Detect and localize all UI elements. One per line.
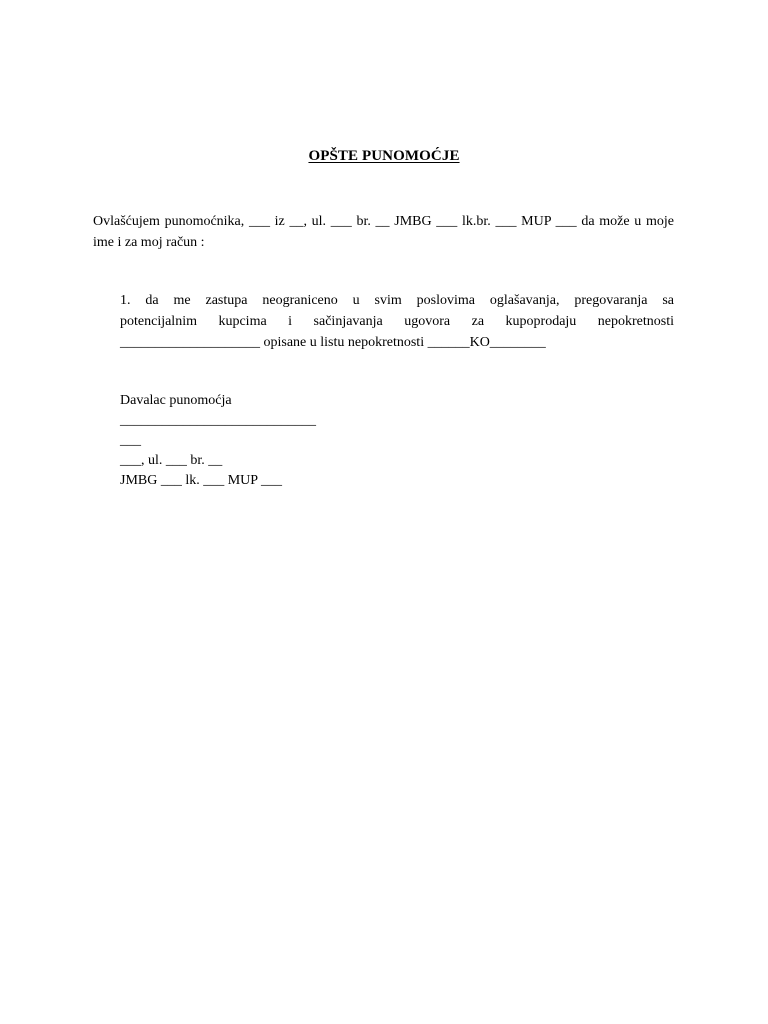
signature-line: ____________________________ [120, 413, 316, 428]
item-line-1: 1. da me zastupa neograniceno u svim poslovima oglašavanja, pregovaranja sa [120, 293, 674, 308]
signer-address: ___, ul. ___ br. __ [120, 453, 223, 468]
signer-ids: JMBG ___ lk. ___ MUP ___ [120, 473, 283, 488]
authorization-paragraph: Ovlašćujem punomoćnika, ___ iz __, ul. ___ br. __ JMBG ___ lk.br. ___ MUP ___ da može u moje ime i za moj račun : [93, 214, 674, 250]
document-title: OPŠTE PUNOMOĆJE [308, 148, 460, 164]
signer-name-blank: ___ [120, 433, 141, 448]
item-line-3: ____________________ opisane u listu nepokretnosti ______KO________ [120, 335, 546, 350]
authorization-item-1 [120, 290, 674, 353]
signature-block [120, 391, 420, 491]
item-line-2: potencijalnim kupcima i sačinjavanja ugovora za kupoprodaju nepokretnosti [120, 314, 674, 329]
signature-label: Davalac punomoćja [120, 393, 232, 408]
